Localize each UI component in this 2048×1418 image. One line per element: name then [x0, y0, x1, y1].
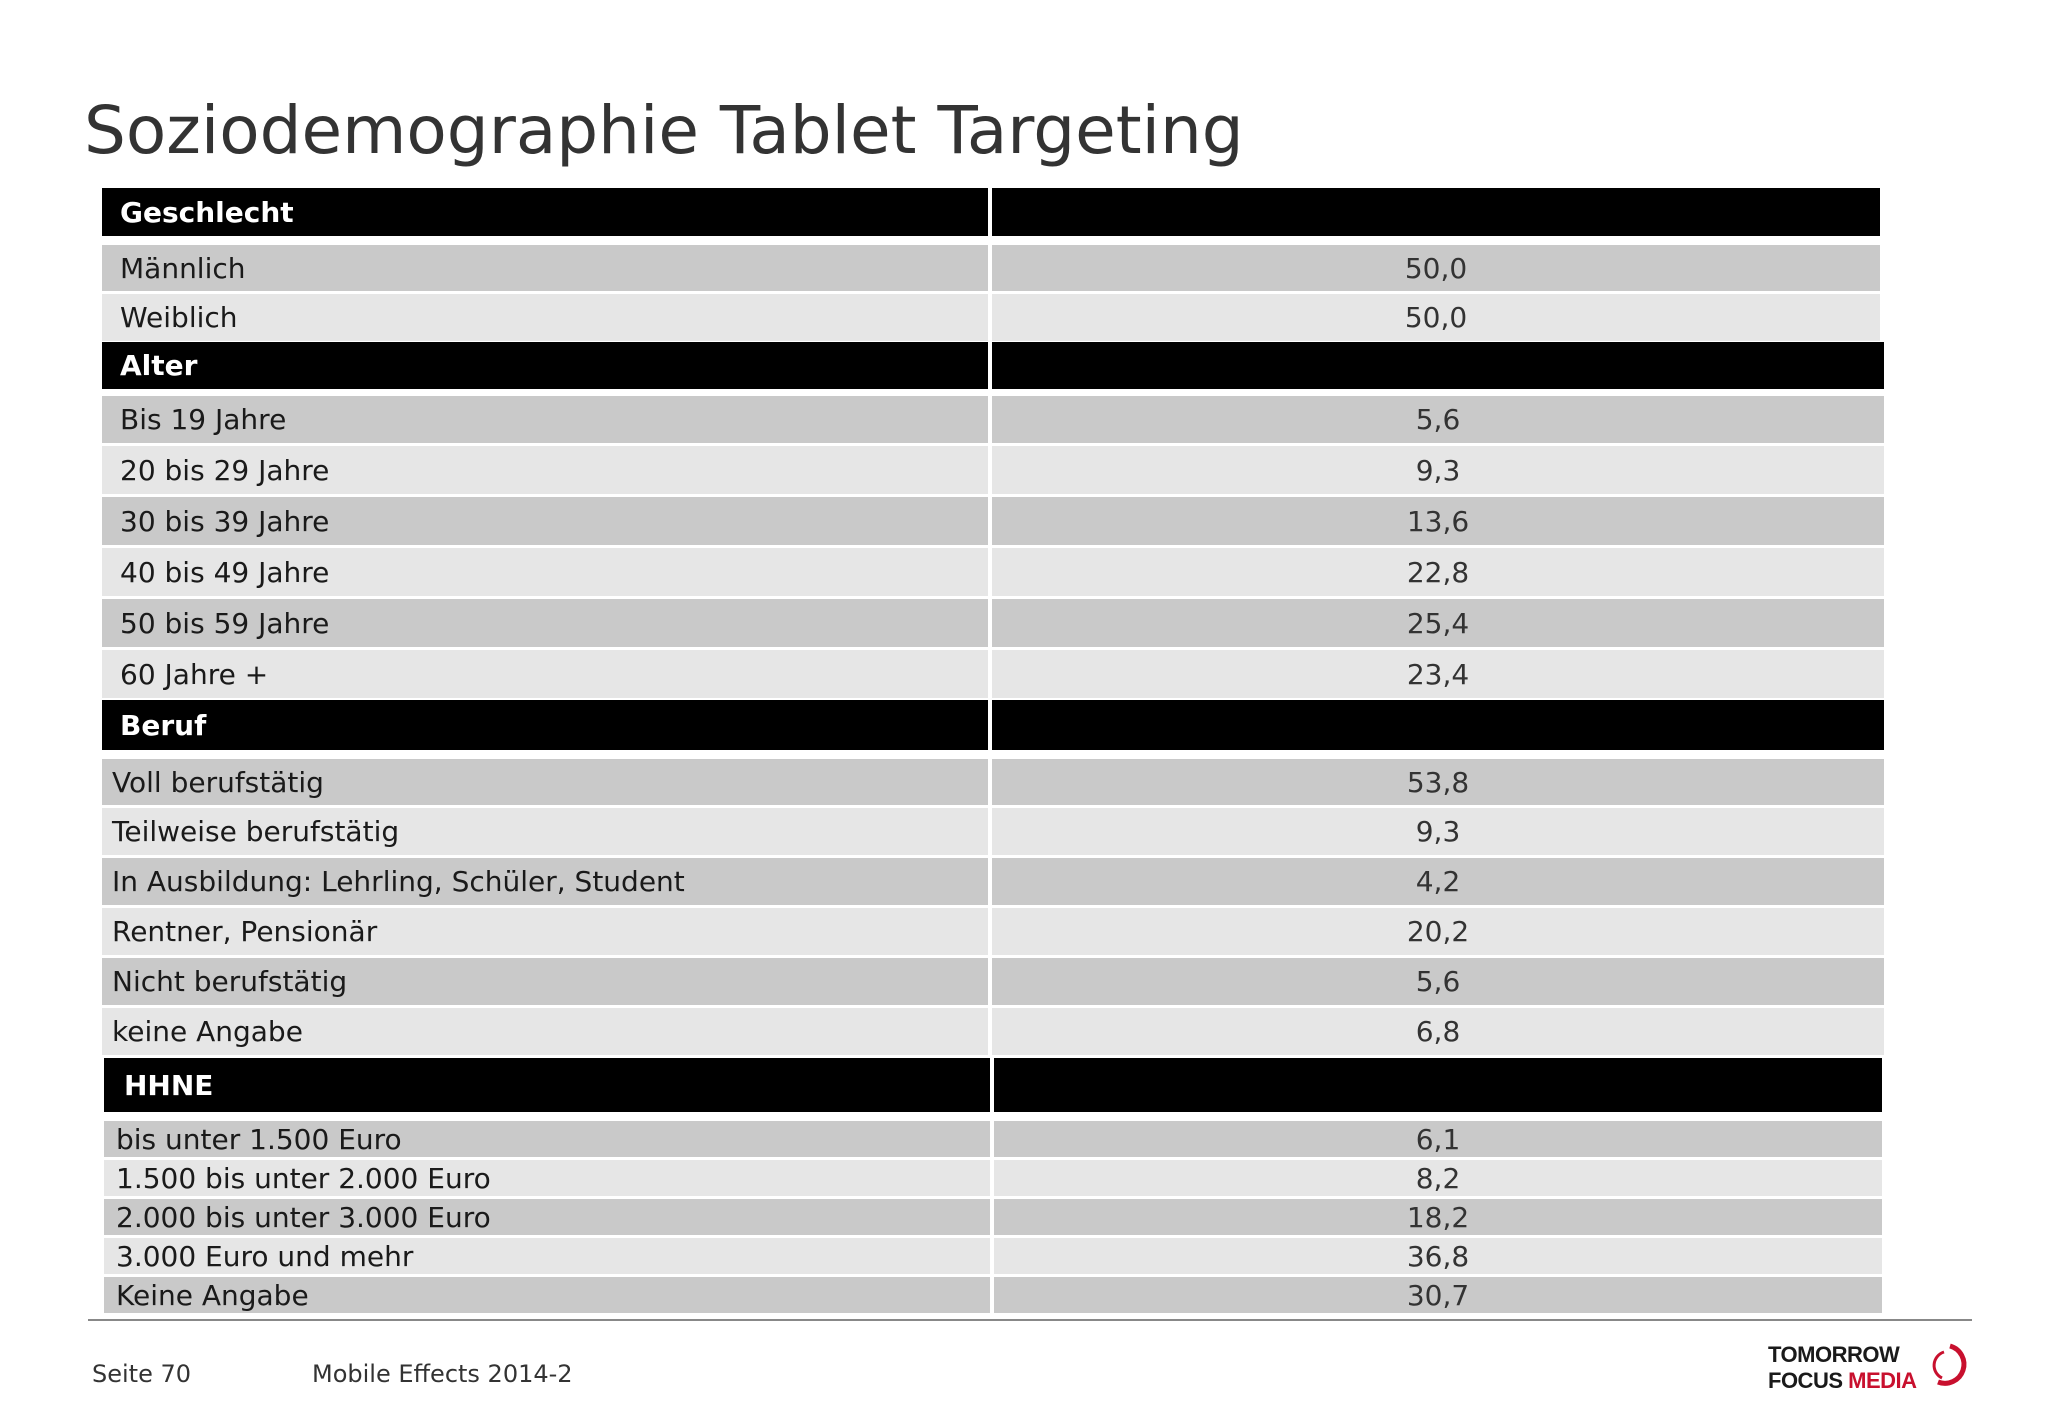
- section-header-value: [992, 700, 1884, 750]
- company-logo: [1768, 1340, 1978, 1396]
- table-geschlecht: [102, 188, 1880, 344]
- section-header-label: Beruf: [102, 700, 988, 750]
- table-row: [102, 446, 1884, 497]
- logo-focus: FOCUS: [1768, 1368, 1843, 1393]
- row-value: 6,1: [994, 1121, 1882, 1157]
- row-label: Nicht berufstätig: [102, 958, 988, 1005]
- row-label: Männlich: [102, 245, 988, 291]
- section-header: [102, 700, 1884, 753]
- logo-line1: TOMORROW: [1768, 1342, 1900, 1367]
- row-label: 50 bis 59 Jahre: [102, 599, 988, 647]
- table-row: [102, 650, 1884, 701]
- table-row: [104, 1238, 1882, 1277]
- row-label: 20 bis 29 Jahre: [102, 446, 988, 494]
- row-label: 30 bis 39 Jahre: [102, 497, 988, 545]
- footer-source: Mobile Effects 2014-2: [312, 1360, 573, 1388]
- row-value: 50,0: [992, 245, 1880, 291]
- row-value: 9,3: [992, 808, 1884, 855]
- row-value: 20,2: [992, 908, 1884, 955]
- table-row: [102, 1008, 1884, 1058]
- table-alter: [102, 342, 1884, 701]
- table-row: [104, 1160, 1882, 1199]
- row-value: 5,6: [992, 958, 1884, 1005]
- row-value: 6,8: [992, 1008, 1884, 1055]
- row-label: Rentner, Pensionär: [102, 908, 988, 955]
- section-header-value: [994, 1058, 1882, 1112]
- row-label: Weiblich: [102, 294, 988, 341]
- row-value: 30,7: [994, 1277, 1882, 1313]
- row-value: 4,2: [992, 858, 1884, 905]
- row-label: Teilweise berufstätig: [102, 808, 988, 855]
- section-header-label: Geschlecht: [102, 188, 988, 236]
- table-row: [104, 1277, 1882, 1316]
- row-value: 50,0: [992, 294, 1880, 341]
- row-label: Keine Angabe: [104, 1277, 990, 1313]
- row-label: Bis 19 Jahre: [102, 396, 988, 443]
- table-row: [102, 808, 1884, 858]
- row-label: 2.000 bis unter 3.000 Euro: [104, 1199, 990, 1235]
- section-header: [102, 342, 1884, 392]
- row-label: Voll berufstätig: [102, 759, 988, 805]
- table-row: [104, 1121, 1882, 1160]
- table-row: [102, 958, 1884, 1008]
- table-row: [104, 1199, 1882, 1238]
- page-title: Soziodemographie Tablet Targeting: [84, 92, 1244, 169]
- footer-divider: [88, 1319, 1972, 1321]
- logo-media: MEDIA: [1848, 1368, 1917, 1393]
- row-value: 9,3: [992, 446, 1884, 494]
- row-value: 8,2: [994, 1160, 1882, 1196]
- table-row: [102, 599, 1884, 650]
- table-row: [102, 908, 1884, 958]
- row-label: 40 bis 49 Jahre: [102, 548, 988, 596]
- table-row: [102, 396, 1884, 446]
- table-row: [102, 294, 1880, 344]
- table-row: [102, 759, 1884, 808]
- row-value: 25,4: [992, 599, 1884, 647]
- table-row: [102, 497, 1884, 548]
- section-header-value: [992, 342, 1884, 389]
- row-value: 13,6: [992, 497, 1884, 545]
- row-value: 18,2: [994, 1199, 1882, 1235]
- table-row: [102, 858, 1884, 908]
- table-row: [102, 548, 1884, 599]
- row-label: 60 Jahre +: [102, 650, 988, 698]
- row-value: 36,8: [994, 1238, 1882, 1274]
- logo-line2: [1768, 1368, 1917, 1394]
- row-label: keine Angabe: [102, 1008, 988, 1055]
- section-header: [104, 1058, 1882, 1115]
- row-value: 53,8: [992, 759, 1884, 805]
- section-header: [102, 188, 1880, 239]
- section-header-label: HHNE: [104, 1058, 990, 1112]
- section-header-label: Alter: [102, 342, 988, 389]
- row-label: 3.000 Euro und mehr: [104, 1238, 990, 1274]
- row-value: 22,8: [992, 548, 1884, 596]
- table-row: [102, 245, 1880, 294]
- row-label: 1.500 bis unter 2.000 Euro: [104, 1160, 990, 1196]
- row-label: In Ausbildung: Lehrling, Schüler, Student: [102, 858, 988, 905]
- page-number: Seite 70: [92, 1360, 192, 1388]
- row-value: 23,4: [992, 650, 1884, 698]
- section-header-value: [992, 188, 1880, 236]
- logo-ring-icon: [1928, 1340, 1972, 1390]
- table-beruf: [102, 700, 1884, 1058]
- row-label: bis unter 1.500 Euro: [104, 1121, 990, 1157]
- table-hhne: [104, 1058, 1882, 1316]
- row-value: 5,6: [992, 396, 1884, 443]
